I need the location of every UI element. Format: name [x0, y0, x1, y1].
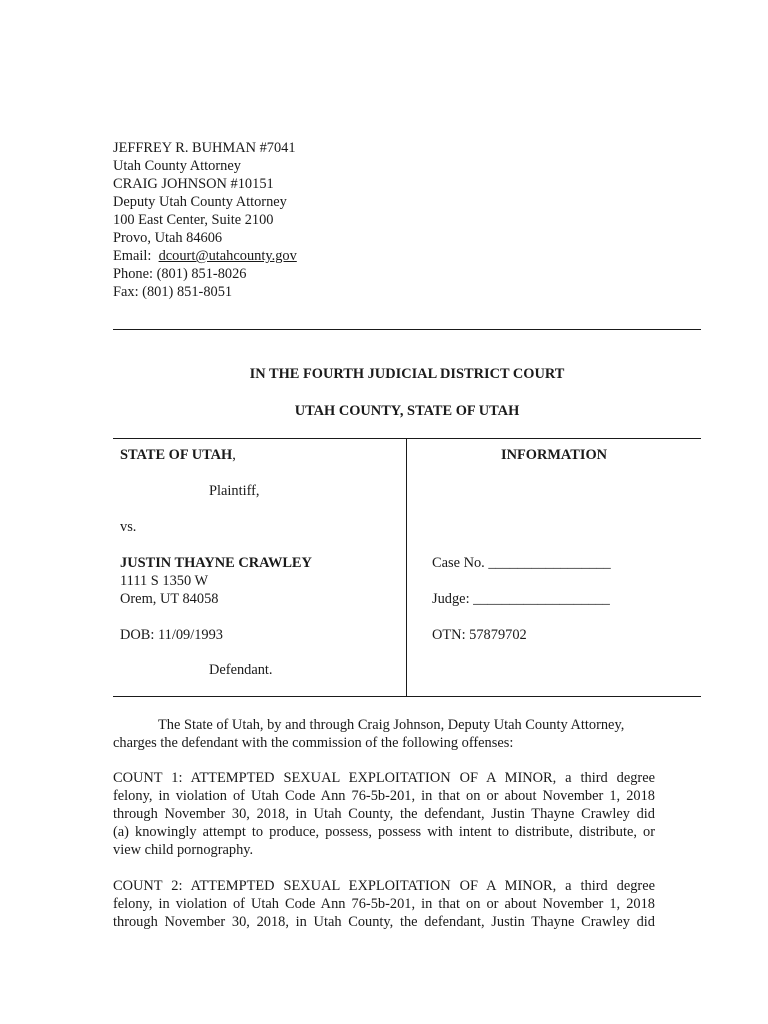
count-2-line: COUNT 2: ATTEMPTED SEXUAL EXPLOITATION OF A MINOR, a third degree	[113, 878, 655, 894]
phone-line: Phone: (801) 851-8026	[113, 266, 247, 282]
deputy-title: Deputy Utah County Attorney	[113, 194, 287, 210]
intro-paragraph	[113, 716, 655, 752]
court-name: IN THE FOURTH JUDICIAL DISTRICT COURT	[249, 366, 565, 382]
email-link[interactable]: dcourt@utahcounty.gov	[158, 248, 297, 264]
count-1-paragraph	[113, 769, 655, 859]
plaintiff-name: STATE OF UTAH,	[120, 447, 236, 463]
attorney-title: Utah County Attorney	[113, 158, 241, 174]
judge: Judge: ___________________	[432, 591, 610, 607]
caption-bottom-border	[113, 696, 701, 697]
address-line-1: 100 East Center, Suite 2100	[113, 212, 274, 228]
defendant-name: JUSTIN THAYNE CRAWLEY	[120, 555, 312, 571]
count-1-line: view child pornography.	[113, 842, 254, 858]
defendant-role: Defendant.	[209, 662, 273, 678]
court-jurisdiction: UTAH COUNTY, STATE OF UTAH	[294, 403, 520, 419]
header-divider	[113, 329, 701, 330]
caption-divider	[406, 439, 407, 696]
intro-line: charges the defendant with the commission of the following offenses:	[113, 735, 514, 751]
address-line-2: Provo, Utah 84606	[113, 230, 223, 246]
case-number: Case No. _________________	[432, 555, 611, 571]
intro-line: The State of Utah, by and through Craig Johnson, Deputy Utah County Attorney,	[158, 717, 625, 733]
otn-number: OTN: 57879702	[432, 627, 527, 643]
plaintiff-role: Plaintiff,	[209, 483, 260, 499]
count-1-line: through November 30, 2018, in Utah County, the defendant, Justin Thayne Crawley did	[113, 806, 655, 822]
fax-line: Fax: (801) 851-8051	[113, 284, 233, 300]
defendant-address-1: 1111 S 1350 W	[120, 573, 209, 589]
deputy-name: CRAIG JOHNSON #10151	[113, 176, 274, 192]
count-2-line: felony, in violation of Utah Code Ann 76-5b-201, in that on or about November 1, 2018	[113, 896, 655, 912]
email-label: Email:	[113, 248, 152, 264]
document-title: INFORMATION	[500, 447, 608, 463]
count-1-line: (a) knowingly attempt to produce, possess, possess with intent to distribute, distribute, or	[113, 824, 655, 840]
attorney-header	[113, 139, 297, 301]
attorney-name: JEFFREY R. BUHMAN #7041	[113, 140, 296, 156]
count-1-line: felony, in violation of Utah Code Ann 76-5b-201, in that on or about November 1, 2018	[113, 788, 655, 804]
count-2-line: through November 30, 2018, in Utah County, the defendant, Justin Thayne Crawley did	[113, 914, 655, 930]
caption-top-border	[113, 438, 701, 439]
defendant-dob: DOB: 11/09/1993	[120, 627, 224, 643]
count-1-line: COUNT 1: ATTEMPTED SEXUAL EXPLOITATION OF A MINOR, a third degree	[113, 770, 655, 786]
count-2-paragraph	[113, 877, 655, 931]
email-line	[113, 247, 297, 265]
versus: vs.	[120, 519, 137, 535]
defendant-address-2: Orem, UT 84058	[120, 591, 219, 607]
